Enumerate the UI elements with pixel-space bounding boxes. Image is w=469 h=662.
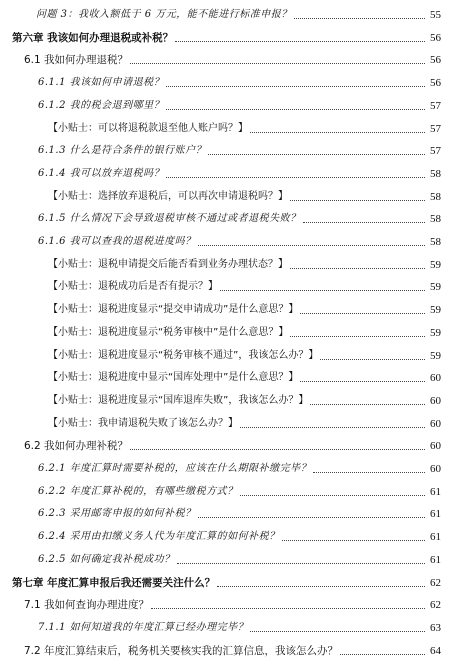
toc-page-number: 57	[430, 99, 441, 112]
dot-leader	[166, 108, 425, 110]
dot-leader	[130, 448, 425, 450]
toc-entry-title: 6.2.3 采用邮寄申报的如何补税？	[38, 508, 196, 520]
toc-entry-title: 【小贴士：退税进度中显示“国库处理中”是什么意思？】	[48, 372, 299, 384]
toc-entry-title: 【小贴士：可以将退税款退至他人账户吗？】	[48, 122, 248, 134]
dot-leader	[151, 607, 425, 609]
toc-entry[interactable]	[38, 206, 441, 226]
toc-entry[interactable]	[48, 343, 441, 363]
toc-entry-title: 6.1.4 我可以放弃退税吗？	[38, 167, 165, 179]
toc-entry[interactable]	[38, 93, 441, 113]
toc-page-number: 60	[430, 417, 441, 430]
toc-entry-title: 6.1.5 什么情况下会导致退税审核不通过或者退税失败？	[38, 213, 301, 225]
toc-page-number: 63	[430, 621, 441, 634]
toc-entry-title: 6.1.1 我该如何申请退税？	[38, 77, 165, 89]
toc-page-number: 55	[430, 9, 441, 21]
toc-entry-title: 6.1.6 我可以查我的退税进度吗？	[38, 236, 196, 247]
toc-entry[interactable]	[38, 479, 441, 499]
toc-page-number: 64	[430, 644, 441, 657]
toc-entry-title: 问题 3：我收入额低于 6 万元，能不能进行标准申报？	[36, 9, 292, 20]
toc-page-number: 59	[430, 304, 441, 317]
toc-entry[interactable]	[38, 229, 441, 249]
dot-leader	[220, 289, 425, 291]
dot-leader	[198, 516, 425, 518]
toc-page-number: 58	[430, 167, 441, 180]
toc-page-number: 60	[430, 440, 441, 453]
toc-entry[interactable]	[48, 388, 441, 408]
toc-entry-title: 6.2.1 年度汇算时需要补税的，应该在什么期限补缴完毕？	[38, 463, 312, 474]
dot-leader	[290, 199, 425, 201]
toc-entry-title: 【小贴士：退税进度显示“提交申请成功”是什么意思？】	[48, 304, 299, 316]
toc-entry-title: 第六章 我该如何办理退税或补税？	[12, 31, 174, 44]
dot-leader	[310, 403, 425, 405]
toc-entry[interactable]	[38, 524, 441, 544]
dot-leader	[208, 153, 425, 155]
toc-entry-title: 【小贴士：退税进度显示“税务审核中”是什么意思？】	[48, 326, 289, 338]
toc-page-number: 61	[430, 485, 441, 498]
toc-entry[interactable]	[36, 2, 441, 22]
dot-leader	[250, 131, 425, 133]
toc-entry-title: 6.2.5 如何确定我补税成功？	[38, 553, 175, 565]
toc-entry[interactable]	[38, 615, 441, 635]
toc-entry-title: 【小贴士：退税进度显示“国库退库失败”，我该怎么办？】	[48, 394, 309, 406]
dot-leader	[303, 221, 425, 223]
toc-page-number: 60	[430, 463, 441, 475]
toc-entry-title: 6.1.2 我的税会退到哪里？	[38, 99, 165, 111]
toc-page-number: 61	[430, 508, 441, 521]
toc-entry[interactable]	[38, 161, 441, 181]
toc-page-number: 59	[430, 281, 441, 294]
toc-entry[interactable]	[38, 70, 441, 90]
dot-leader	[300, 312, 425, 314]
toc-entry-title: 7.1 我如何查询办理进度？	[24, 599, 150, 612]
toc-page-number: 56	[430, 31, 441, 44]
toc-entry-title: 7.1.1 如何知道我的年度汇算已经办理完毕？	[38, 621, 249, 633]
toc-entry-title: 【小贴士：退税进度显示“税务审核不通过”，我该怎么办？】	[48, 349, 319, 361]
toc-entry-title: 6.2.4 采用由扣缴义务人代为年度汇算的如何补税？	[38, 531, 280, 543]
toc-page-number: 56	[430, 54, 441, 67]
toc-entry[interactable]	[24, 433, 441, 453]
dot-leader	[130, 62, 425, 64]
toc-entry[interactable]	[48, 411, 441, 431]
toc-entry-title: 【小贴士：退税成功后是否有提示？】	[48, 281, 218, 293]
dot-leader	[290, 335, 425, 337]
toc-page-number: 59	[430, 326, 441, 339]
toc-entry[interactable]	[38, 547, 441, 567]
dot-leader	[217, 585, 425, 587]
dot-leader	[313, 471, 425, 473]
toc-entry[interactable]	[38, 501, 441, 521]
dot-leader	[240, 426, 425, 428]
dot-leader	[294, 17, 425, 19]
dot-leader	[282, 539, 425, 541]
toc-entry-title: 【小贴士：退税申请提交后能否看到业务办理状态？】	[48, 258, 288, 270]
toc-entry-title: 6.1 我如何办理退税？	[24, 54, 129, 67]
toc-entry-title: 6.2 我如何办理补税？	[24, 440, 129, 453]
toc-page-number: 62	[430, 599, 441, 612]
toc-entry[interactable]	[12, 570, 441, 590]
toc-entry[interactable]	[48, 274, 441, 294]
toc-entry[interactable]	[38, 138, 441, 158]
toc-entry-title: 【小贴士：选择放弃退税后，可以再次申请退税吗？】	[48, 190, 288, 202]
toc-entry[interactable]	[24, 638, 441, 658]
toc-page-number: 59	[430, 349, 441, 362]
toc-entry-title: 6.1.3 什么是符合条件的银行账户？	[38, 145, 207, 157]
toc-page-number: 60	[430, 394, 441, 407]
toc-page-number: 60	[430, 372, 441, 385]
toc-entry-title: 6.2.2 年度汇算补税的，有哪些缴税方式？	[38, 485, 238, 497]
dot-leader	[340, 653, 425, 655]
toc-page-number: 59	[430, 258, 441, 271]
toc-entry[interactable]	[48, 320, 441, 340]
toc-entry-title: 【小贴士：我申请退税失败了该怎么办？】	[48, 417, 238, 429]
toc-page-number: 57	[430, 122, 441, 135]
toc-entry[interactable]	[12, 25, 441, 45]
toc-entry[interactable]	[48, 252, 441, 272]
dot-leader	[166, 85, 425, 87]
toc-entry[interactable]	[48, 365, 441, 385]
toc-entry-title: 第七章 年度汇算申报后我还需要关注什么？	[12, 576, 216, 589]
toc-page-number: 58	[430, 190, 441, 203]
dot-leader	[320, 358, 425, 360]
toc-page-number: 62	[430, 576, 441, 589]
toc-page-number: 58	[430, 236, 441, 248]
toc-page-number: 57	[430, 145, 441, 158]
toc-entry-title: 7.2 年度汇算结束后，税务机关要核实我的汇算信息，我该怎么办？	[24, 644, 339, 657]
toc-entry[interactable]	[48, 184, 441, 204]
dot-leader	[240, 494, 425, 496]
toc-page-number: 58	[430, 213, 441, 226]
toc-entry[interactable]	[48, 116, 441, 136]
dot-leader	[175, 40, 425, 42]
toc-entry[interactable]	[24, 47, 441, 67]
toc-page-number: 56	[430, 77, 441, 90]
toc-entry[interactable]	[48, 297, 441, 317]
dot-leader	[250, 630, 425, 632]
toc-page-number: 61	[430, 553, 441, 566]
toc-page-number: 61	[430, 531, 441, 544]
dot-leader	[166, 176, 425, 178]
dot-leader	[300, 380, 425, 382]
toc-entry[interactable]	[24, 592, 441, 612]
dot-leader	[198, 244, 425, 246]
toc-entry[interactable]	[38, 456, 441, 476]
dot-leader	[290, 267, 425, 269]
dot-leader	[177, 562, 425, 564]
